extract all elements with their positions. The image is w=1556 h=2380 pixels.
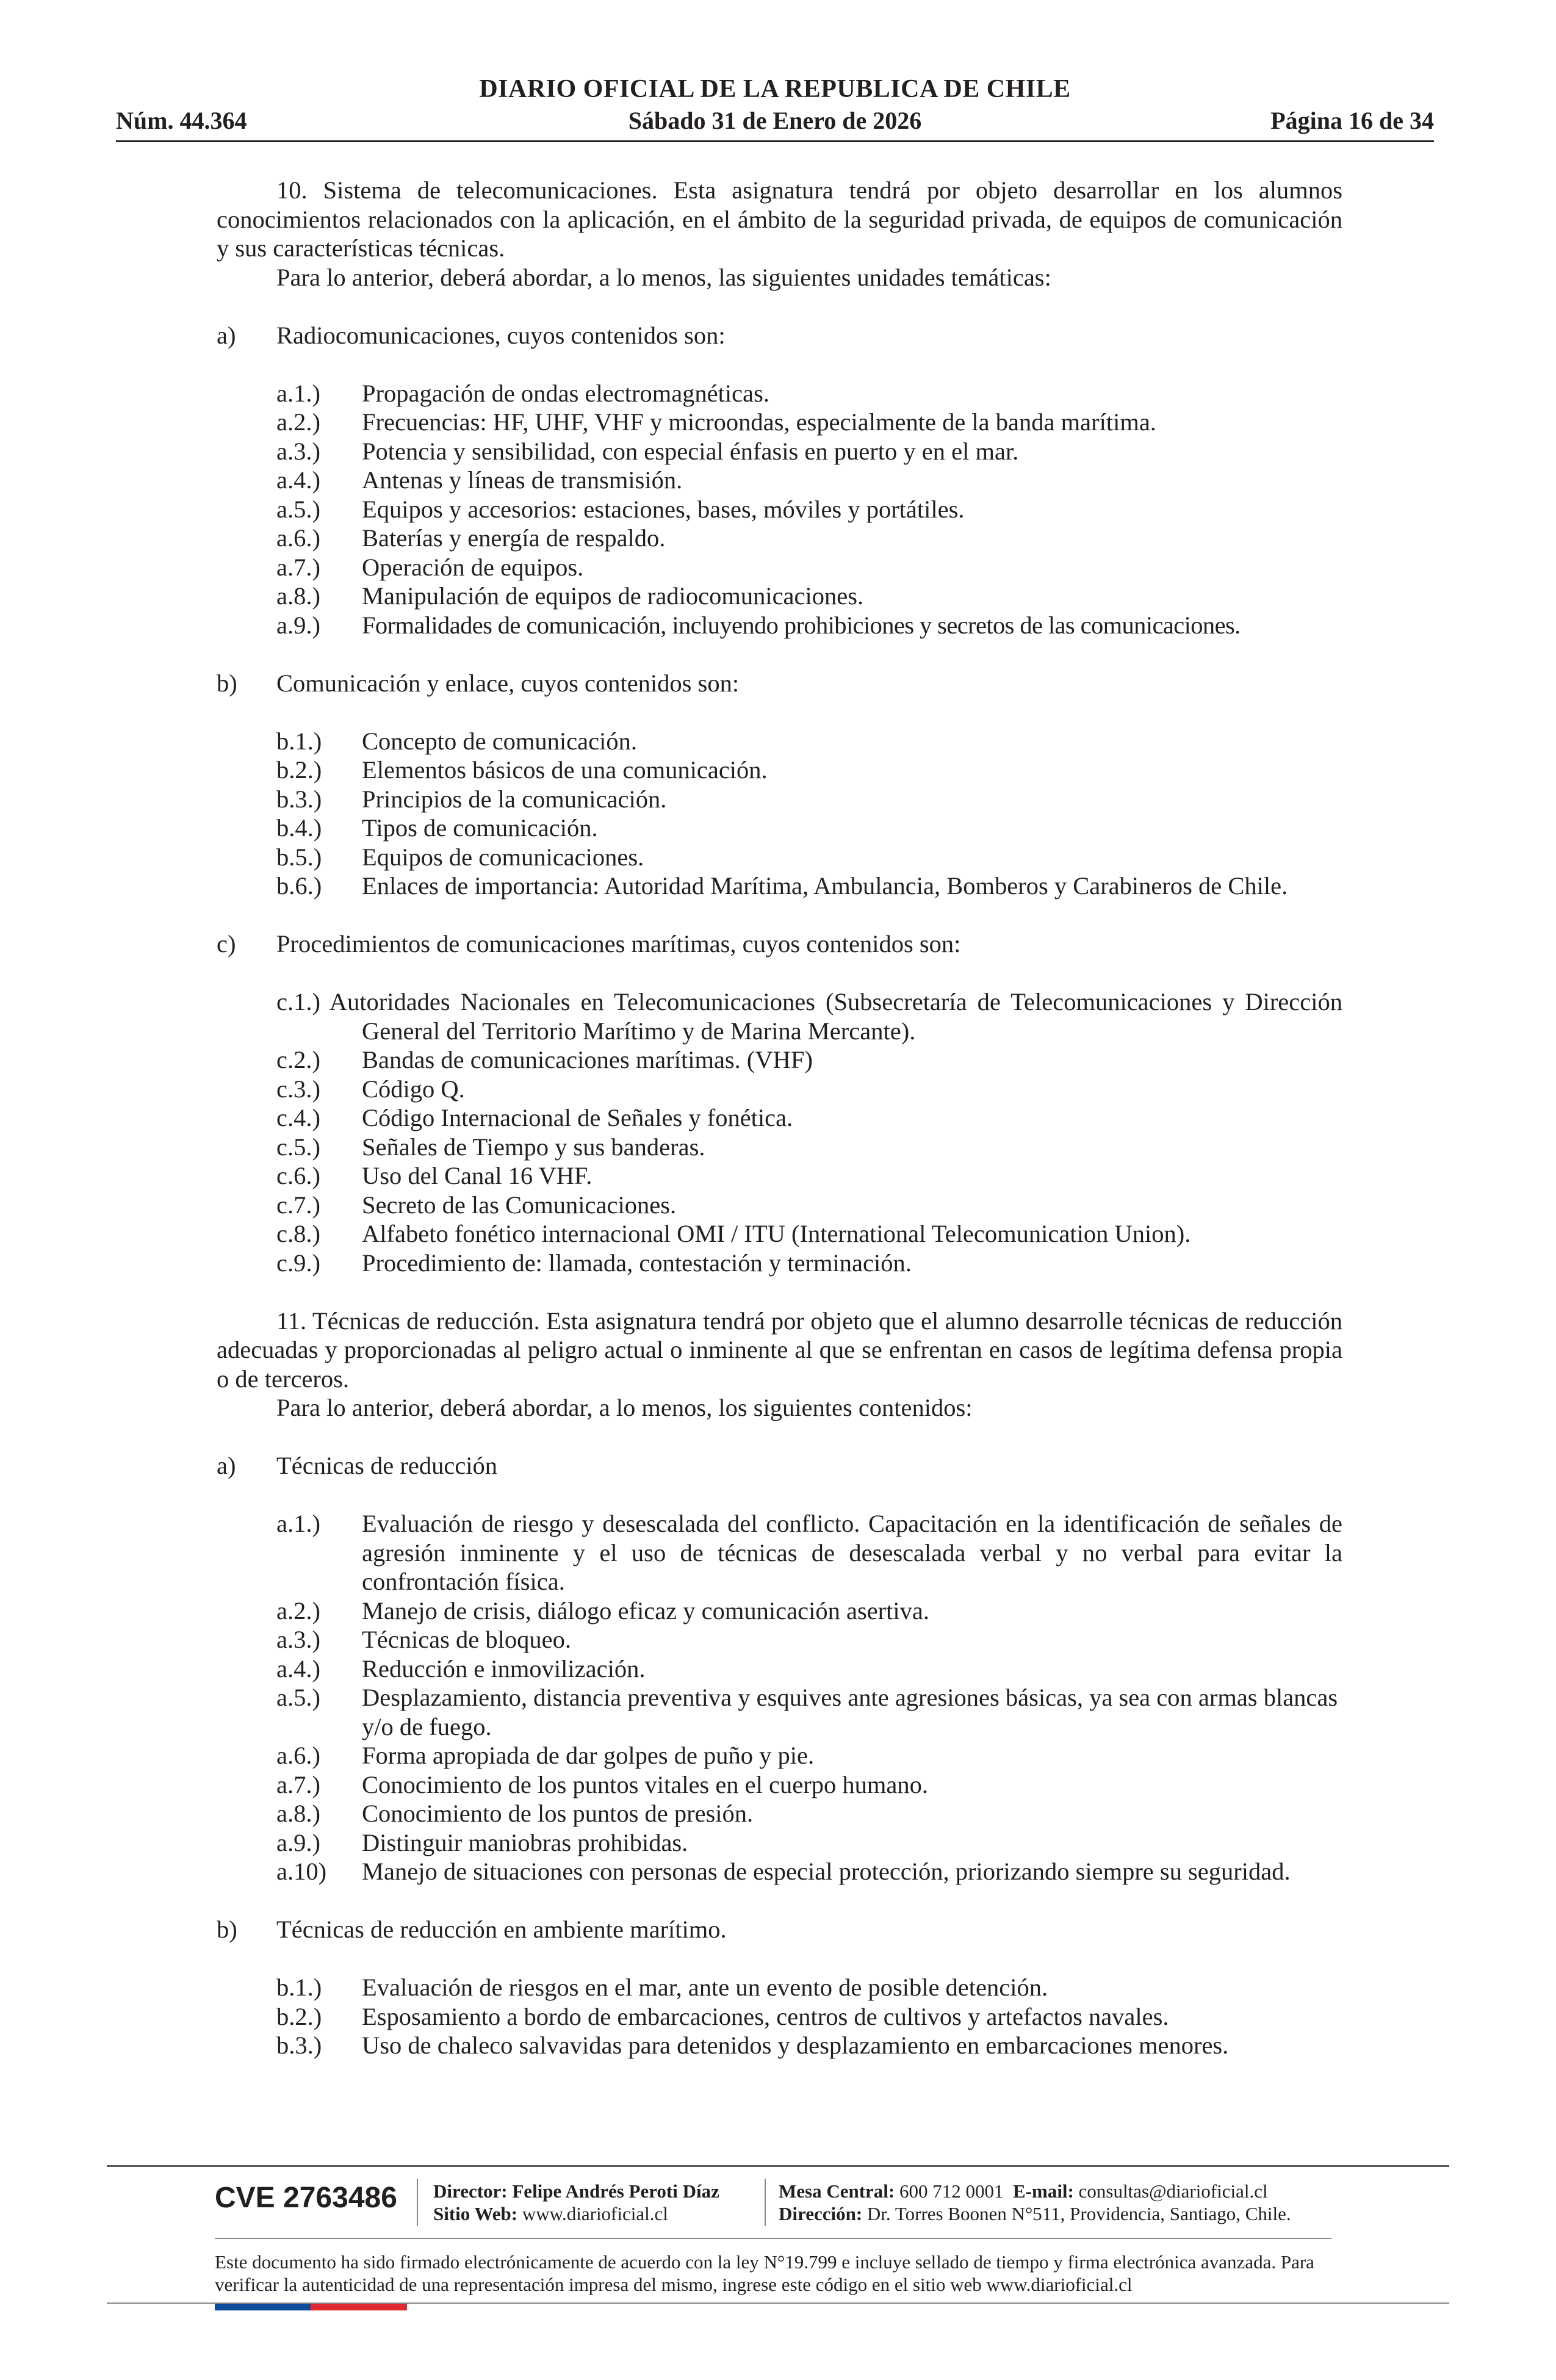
list-item [217, 1249, 1342, 1278]
item-text: Enlaces de importancia: Autoridad Marítima, Ambulancia, Bomberos y Carabineros de Chile. [362, 872, 1288, 900]
item-text: Reducción e inmovilización. [362, 1654, 646, 1682]
item-label: a.4.) [276, 1654, 320, 1682]
list-item [217, 611, 1342, 640]
list-item [217, 1741, 1342, 1770]
subsection-title: Procedimientos de comunicaciones marítimas, cuyos contenidos son: [276, 930, 961, 957]
item-text: Equipos y accesorios: estaciones, bases, móviles y portátiles. [362, 495, 965, 523]
issue-date: Sábado 31 de Enero de 2026 [628, 107, 922, 134]
item-text: Antenas y líneas de transmisión. [362, 466, 683, 494]
item-text: Concepto de comunicación. [362, 727, 637, 755]
item-label: a.6.) [276, 1742, 320, 1769]
list-item [217, 1799, 1342, 1828]
page-header [116, 72, 1434, 145]
footer-separator [417, 2179, 418, 2226]
item-text: Elementos básicos de una comunicación. [362, 756, 768, 784]
section-10-lead: Para lo anterior, deberá abordar, a lo menos, las siguientes unidades temáticas: [276, 263, 1051, 291]
item-text: Conocimiento de los puntos vitales en el cuerpo humano. [362, 1770, 928, 1798]
list-item [217, 1857, 1342, 1886]
header-divider [116, 140, 1434, 142]
document-body [217, 176, 1342, 2060]
phone-label: Mesa Central: [779, 2180, 895, 2202]
item-label: c.3.) [276, 1075, 320, 1103]
item-label: a.7.) [276, 553, 320, 581]
item-text: Secreto de las Comunicaciones. [362, 1191, 677, 1219]
item-label: c.9.) [276, 1249, 320, 1277]
list-item [217, 1133, 1342, 1162]
list-item [217, 582, 1342, 611]
footer-contact-block [779, 2180, 1291, 2225]
list-item [217, 1045, 1342, 1075]
subsection-title: Comunicación y enlace, cuyos contenidos son: [276, 669, 740, 697]
list-item [217, 1509, 1342, 1596]
item-label: a.1.) [276, 1510, 320, 1537]
item-label: a.8.) [276, 582, 320, 610]
list-item [217, 1219, 1342, 1249]
list-item [217, 495, 1342, 524]
item-text: Baterías y energía de respaldo. [362, 524, 666, 552]
footer-director-block [433, 2180, 719, 2225]
list-item [217, 785, 1342, 814]
list-item [217, 1075, 1342, 1104]
item-text: Manejo de situaciones con personas de especial protección, priorizando siempre su seguridad. [362, 1858, 1291, 1885]
list-item [217, 813, 1342, 843]
section-11-lead: Para lo anterior, deberá abordar, a lo menos, los siguientes contenidos: [276, 1394, 973, 1421]
list-item [217, 2002, 1342, 2032]
item-text: Evaluación de riesgo y desescalada del conflicto. Capacitación en la identificación de señales de agresión inminente y el uso de técnicas de desescalada verbal y no verbal para evitar la confrontación física. [362, 1510, 1342, 1595]
address-text: Dr. Torres Boonen N°511, Providencia, Santiago, Chile. [866, 2203, 1291, 2224]
list-item [217, 437, 1342, 466]
list-item [217, 1828, 1342, 1858]
item-text: Distinguir maniobras prohibidas. [362, 1828, 688, 1856]
item-label: a.4.) [276, 466, 320, 494]
item-text: Conocimiento de los puntos de presión. [362, 1800, 754, 1827]
section-11-a-list [217, 1509, 1342, 1886]
footer-separator [765, 2179, 766, 2226]
list-item [217, 1654, 1342, 1684]
email-link[interactable]: consultas@diarioficial.cl [1078, 2180, 1268, 2202]
item-label: a.5.) [276, 495, 320, 523]
item-text: Uso de chaleco salvavidas para detenidos y desplazamiento en embarcaciones menores. [362, 2032, 1229, 2059]
item-label: b.1.) [276, 1974, 322, 2001]
item-label: a.8.) [276, 1800, 320, 1827]
item-text: Operación de equipos. [362, 553, 584, 581]
issue-number: Núm. 44.364 [116, 107, 247, 134]
item-text: Código Internacional de Señales y fonética. [362, 1104, 793, 1131]
flag-stripe [215, 2304, 407, 2310]
item-text: Potencia y sensibilidad, con especial énfasis en puerto y en el mar. [362, 437, 1019, 465]
item-label: b.4.) [276, 814, 322, 842]
website-link[interactable]: www.diarioficial.cl [522, 2203, 668, 2224]
section-10-b-list [217, 727, 1342, 901]
item-text: Evaluación de riesgos en el mar, ante un evento de posible detención. [362, 1974, 1048, 2001]
item-label: a.7.) [276, 1770, 320, 1798]
footer-divider [107, 2165, 1449, 2167]
address-label: Dirección: [779, 2203, 863, 2224]
item-label: b.2.) [276, 756, 322, 784]
item-label: b.5.) [276, 843, 322, 871]
section-10-a-list [217, 379, 1342, 640]
item-text: Manipulación de equipos de radiocomunicaciones. [362, 582, 864, 610]
item-text: Frecuencias: HF, UHF, VHF y microondas, especialmente de la banda marítima. [362, 408, 1156, 436]
subsection-label: a) [217, 1452, 236, 1479]
item-label: a.5.) [276, 1684, 320, 1711]
page-number: Página 16 de 34 [1270, 107, 1434, 134]
item-text: Uso del Canal 16 VHF. [362, 1162, 593, 1189]
section-10-intro: 10. Sistema de telecomunicaciones. Esta asignatura tendrá por objeto desarrollar en los alumnos conocimientos relacionados con la aplicación, en el ámbito de la seguridad privada, de equipos de comunicación y sus características técnicas. [217, 176, 1342, 262]
item-text: Principios de la comunicación. [362, 785, 667, 813]
list-item [217, 987, 1342, 1045]
signature-note: Este documento ha sido firmado electrónicamente de acuerdo con la ley N°19.799 e incluye sellado de tiempo y firma electrónica avanzada. Para verificar la autenticidad de una representación impresa del mismo, ingrese este código en el sitio web www.diarioficial.cl [215, 2251, 1314, 2295]
item-text: Tipos de comunicación. [362, 814, 598, 842]
item-label: c.7.) [276, 1191, 320, 1219]
director-label: Director: [433, 2180, 508, 2202]
section-10-c [217, 929, 1342, 959]
section-10-a [217, 321, 1342, 350]
item-label: a.9.) [276, 611, 320, 639]
subsection-label: b) [217, 1916, 237, 1943]
item-label: c.2.) [276, 1046, 320, 1073]
list-item [217, 1625, 1342, 1654]
list-item [217, 1191, 1342, 1220]
subsection-title: Radiocomunicaciones, cuyos contenidos son: [276, 321, 726, 349]
item-label: b.3.) [276, 2032, 322, 2059]
list-item [217, 1596, 1342, 1626]
item-text: Procedimiento de: llamada, contestación y terminación. [362, 1249, 912, 1277]
list-item [217, 1683, 1342, 1741]
item-label: a.9.) [276, 1828, 320, 1856]
item-text: Esposamiento a bordo de embarcaciones, centros de cultivos y artefactos navales. [362, 2002, 1169, 2030]
list-item [217, 2031, 1342, 2060]
item-label: a.3.) [276, 1626, 320, 1653]
item-text: Alfabeto fonético internacional OMI / ITU (International Telecomunication Union). [362, 1220, 1191, 1247]
item-text: Equipos de comunicaciones. [362, 843, 644, 871]
item-text: Formalidades de comunicación, incluyendo prohibiciones y secretos de las comunicaciones. [362, 611, 1241, 639]
item-label: a.2.) [276, 408, 320, 436]
email-label: E-mail: [1013, 2180, 1074, 2202]
list-item [217, 1103, 1342, 1133]
cve-code: CVE 2763486 [215, 2182, 397, 2214]
subsection-title: Técnicas de reducción en ambiente marítimo. [276, 1916, 727, 1943]
subsection-label: b) [217, 669, 237, 697]
section-10-c-list [217, 987, 1342, 1277]
item-label: c.8.) [276, 1220, 320, 1247]
section-10-b [217, 669, 1342, 698]
item-label: a.2.) [276, 1596, 320, 1625]
subsection-label: c) [217, 930, 236, 957]
item-text: Bandas de comunicaciones marítimas. (VHF) [362, 1046, 813, 1073]
director-name: Felipe Andrés Peroti Díaz [512, 2180, 719, 2202]
item-label: a.10) [276, 1858, 327, 1885]
footer-divider [215, 2238, 1331, 2239]
item-label: b.2.) [276, 2002, 322, 2030]
item-text: Manejo de crisis, diálogo eficaz y comunicación asertiva. [362, 1596, 930, 1625]
item-text: Forma apropiada de dar golpes de puño y pie. [362, 1742, 815, 1769]
item-text: Código Q. [362, 1075, 465, 1103]
item-label: b.1.) [276, 727, 322, 755]
list-item [217, 1973, 1342, 2002]
list-item [217, 843, 1342, 872]
section-11-b [217, 1915, 1342, 1944]
website-label: Sitio Web: [433, 2203, 518, 2224]
subsection-label: a) [217, 321, 236, 349]
item-label: c.5.) [276, 1133, 320, 1161]
item-label: b.3.) [276, 785, 322, 813]
section-11-b-list [217, 1973, 1342, 2060]
section-11-intro: 11. Técnicas de reducción. Esta asignatura tendrá por objeto que el alumno desarrolle técnicas de reducción adecuadas y proporcionadas al peligro actual o inminente al que se enfrentan en casos de legítima defensa propia o de terceros. [217, 1307, 1342, 1393]
list-item [217, 379, 1342, 408]
list-item [217, 524, 1342, 553]
item-label: c.6.) [276, 1162, 320, 1189]
item-text: Propagación de ondas electromagnéticas. [362, 379, 769, 407]
item-label: c.1.) [276, 988, 320, 1015]
section-11-a [217, 1451, 1342, 1480]
item-text: Autoridades Nacionales en Telecomunicaciones (Subsecretaría de Telecomunicaciones y Dirección General del Territorio Marítimo y de Marina Mercante). [329, 988, 1342, 1045]
list-item [217, 553, 1342, 582]
flag-blue-band [215, 2304, 311, 2310]
list-item [217, 1770, 1342, 1800]
list-item [217, 1161, 1342, 1191]
list-item [217, 871, 1342, 901]
item-text: Desplazamiento, distancia preventiva y esquives ante agresiones básicas, ya sea con armas blancas y/o de fuego. [362, 1684, 1338, 1740]
item-text: Técnicas de bloqueo. [362, 1626, 571, 1653]
list-item [217, 408, 1342, 437]
item-label: a.6.) [276, 524, 320, 552]
subsection-title: Técnicas de reducción [276, 1452, 498, 1479]
item-label: a.1.) [276, 379, 320, 407]
publication-title: DIARIO OFICIAL DE LA REPUBLICA DE CHILE [479, 75, 1071, 103]
list-item [217, 755, 1342, 785]
item-label: c.4.) [276, 1104, 320, 1131]
item-text: Señales de Tiempo y sus banderas. [362, 1133, 705, 1161]
phone-number: 600 712 0001 [899, 2180, 1004, 2202]
item-label: a.3.) [276, 437, 320, 465]
item-label: b.6.) [276, 872, 322, 900]
flag-red-band [311, 2304, 407, 2310]
list-item [217, 727, 1342, 756]
list-item [217, 466, 1342, 495]
